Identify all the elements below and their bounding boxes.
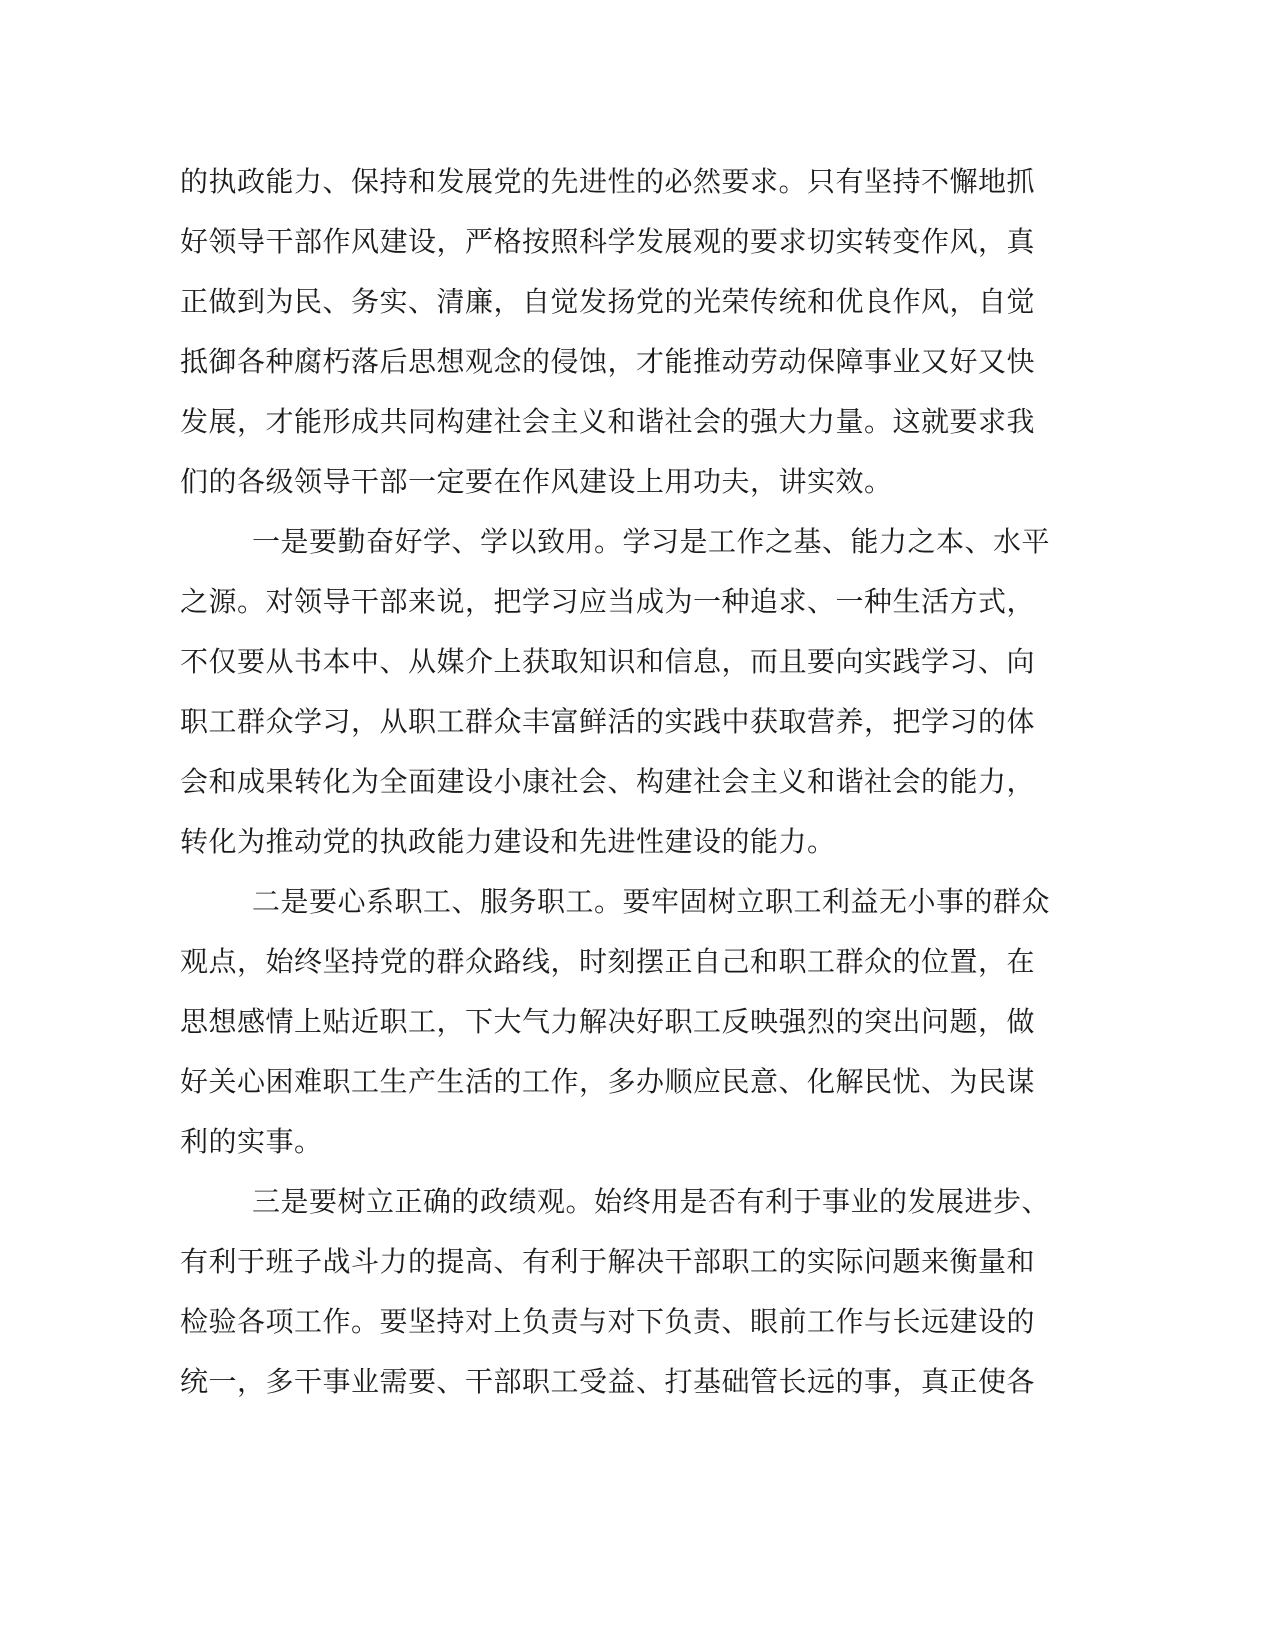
text-line-first: 三是要树立正确的政绩观。始终用是否有利于事业的发展进步、 xyxy=(252,1185,1051,1218)
text-line: 会和成果转化为全面建设小康社会、构建社会主义和谐社会的能力， xyxy=(180,765,1036,798)
text-line: 观点，始终坚持党的群众路线，时刻摆正自己和职工群众的位置，在 xyxy=(180,945,1036,978)
document-body xyxy=(180,152,1051,1412)
paragraph-4 xyxy=(180,1172,1051,1412)
text-line: 们的各级领导干部一定要在作风建设上用功夫，讲实效。 xyxy=(180,465,893,498)
paragraph-3 xyxy=(180,872,1051,1172)
text-line: 好领导干部作风建设，严格按照科学发展观的要求切实转变作风，真 xyxy=(180,225,1036,258)
text-line: 统一，多干事业需要、干部职工受益、打基础管长远的事，真正使各 xyxy=(180,1365,1036,1398)
text-line-first: 二是要心系职工、服务职工。要牢固树立职工利益无小事的群众 xyxy=(252,885,1051,918)
text-line: 的执政能力、保持和发展党的先进性的必然要求。只有坚持不懈地抓 xyxy=(180,165,1036,198)
text-line: 转化为推动党的执政能力建设和先进性建设的能力。 xyxy=(180,825,836,858)
text-line: 检验各项工作。要坚持对上负责与对下负责、眼前工作与长远建设的 xyxy=(180,1305,1036,1338)
text-line: 抵御各种腐朽落后思想观念的侵蚀，才能推动劳动保障事业又好又快 xyxy=(180,345,1036,378)
paragraph-1 xyxy=(180,152,1040,512)
text-line: 职工群众学习，从职工群众丰富鲜活的实践中获取营养，把学习的体 xyxy=(180,705,1036,738)
text-line: 正做到为民、务实、清廉，自觉发扬党的光荣传统和优良作风，自觉 xyxy=(180,285,1036,318)
text-line: 不仅要从书本中、从媒介上获取知识和信息，而且要向实践学习、向 xyxy=(180,645,1036,678)
text-line: 利的实事。 xyxy=(180,1125,323,1158)
paragraph-2 xyxy=(180,512,1051,872)
text-line: 思想感情上贴近职工，下大气力解决好职工反映强烈的突出问题，做 xyxy=(180,1005,1036,1038)
text-line: 发展，才能形成共同构建社会主义和谐社会的强大力量。这就要求我 xyxy=(180,405,1036,438)
text-line: 好关心困难职工生产生活的工作，多办顺应民意、化解民忧、为民谋 xyxy=(180,1065,1036,1098)
text-line: 有利于班子战斗力的提高、有利于解决干部职工的实际问题来衡量和 xyxy=(180,1245,1036,1278)
text-line-first: 一是要勤奋好学、学以致用。学习是工作之基、能力之本、水平 xyxy=(252,525,1051,558)
text-line: 之源。对领导干部来说，把学习应当成为一种追求、一种生活方式， xyxy=(180,585,1036,618)
